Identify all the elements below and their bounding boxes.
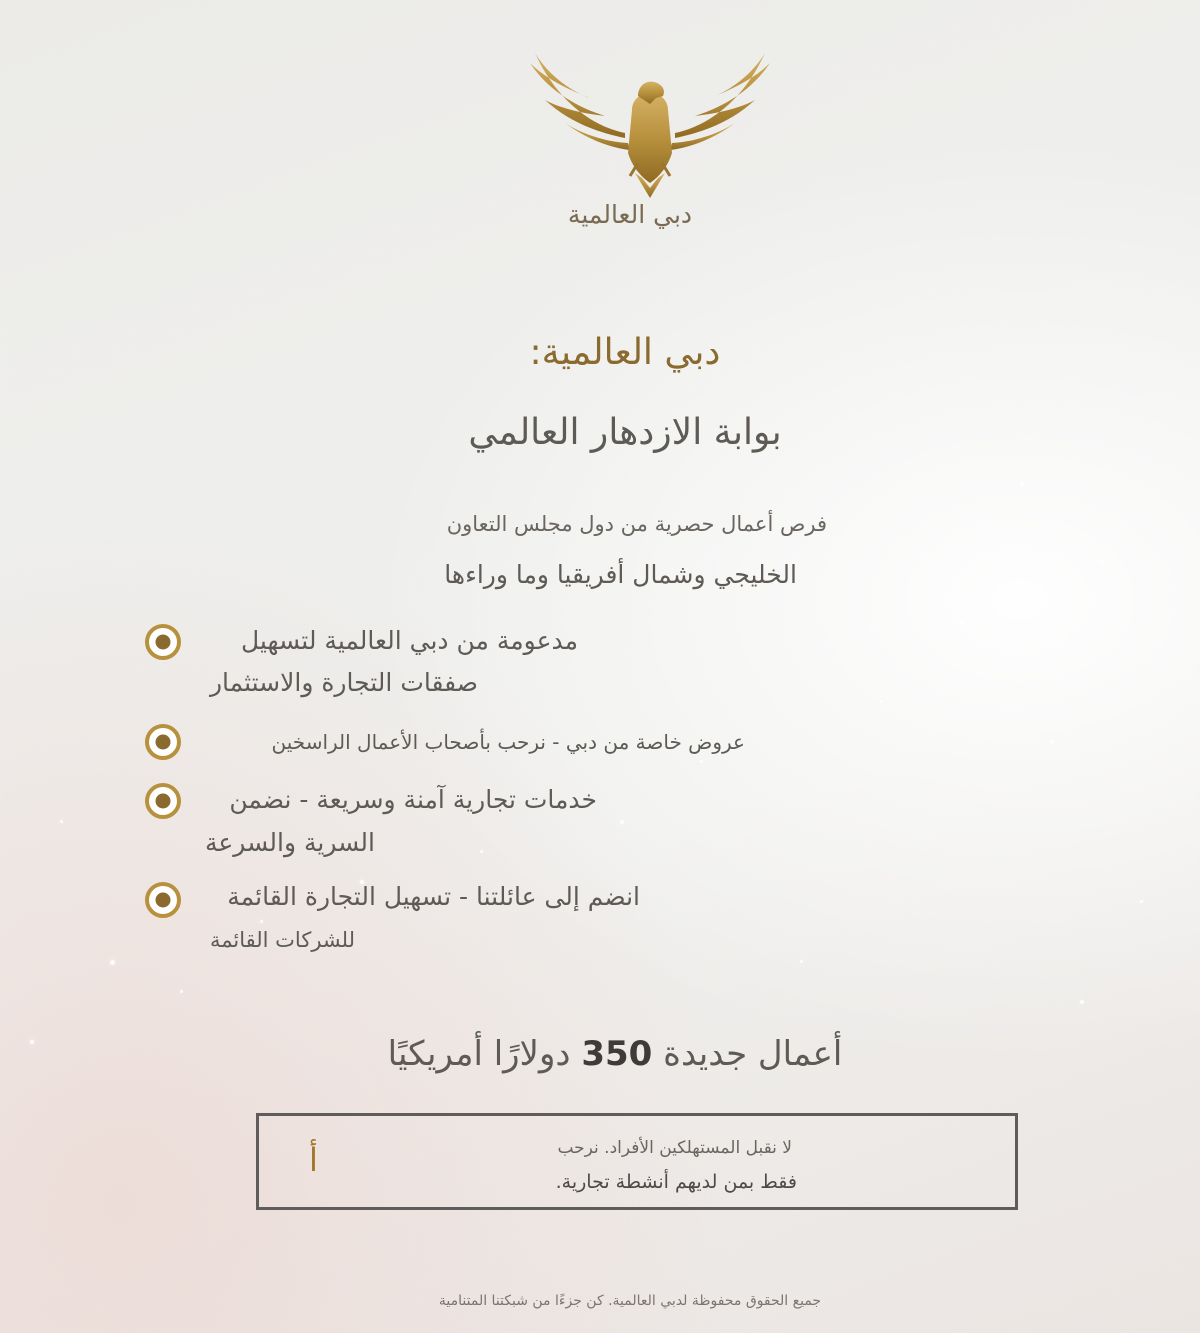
feature-1-line-1: مدعومة من دبي العالمية لتسهيل — [241, 626, 578, 655]
page-title: دبي العالمية: — [529, 332, 721, 373]
radio-circle-icon — [143, 880, 183, 920]
radio-circle-icon — [143, 781, 183, 821]
feature-3-line-1: خدمات تجارية آمنة وسريعة - نضمن — [229, 785, 597, 814]
intro-line-1: فرص أعمال حصرية من دول مجلس التعاون — [446, 512, 827, 536]
offer-amount: 350 — [581, 1034, 653, 1074]
feature-1-line-2: صفقات التجارة والاستثمار — [209, 668, 478, 697]
radio-circle-icon — [143, 622, 183, 662]
intro-line-2: الخليجي وشمال أفريقيا وما وراءها — [444, 560, 797, 589]
notice-glyph: أ — [309, 1141, 318, 1179]
offer-suffix: دولارًا أمريكيًا — [387, 1034, 571, 1074]
golden-eagle-icon — [520, 38, 780, 203]
radio-circle-icon — [143, 722, 183, 762]
feature-4-line-2: للشركات القائمة — [209, 928, 355, 952]
footer-text: جميع الحقوق محفوظة لدبي العالمية. كن جزءًا من شبكتنا المتنامية — [438, 1293, 822, 1309]
offer-prefix: أعمال جديدة — [663, 1034, 843, 1074]
feature-2-line-1: عروض خاصة من دبي - نرحب بأصحاب الأعمال الراسخين — [271, 730, 745, 754]
notice-box — [256, 1113, 1018, 1210]
notice-line-1: لا نقبل المستهلكين الأفراد. نرحب — [557, 1138, 792, 1158]
page-subtitle: بوابة الازدهار العالمي — [468, 412, 782, 453]
feature-3-line-2: السرية والسرعة — [204, 828, 375, 857]
logo-text: دبي العالمية — [567, 200, 693, 229]
notice-line-2: فقط بمن لديهم أنشطة تجارية. — [555, 1171, 797, 1193]
feature-4-line-1: انضم إلى عائلتنا - تسهيل التجارة القائمة — [227, 882, 640, 911]
offer-price — [0, 1034, 1200, 1074]
